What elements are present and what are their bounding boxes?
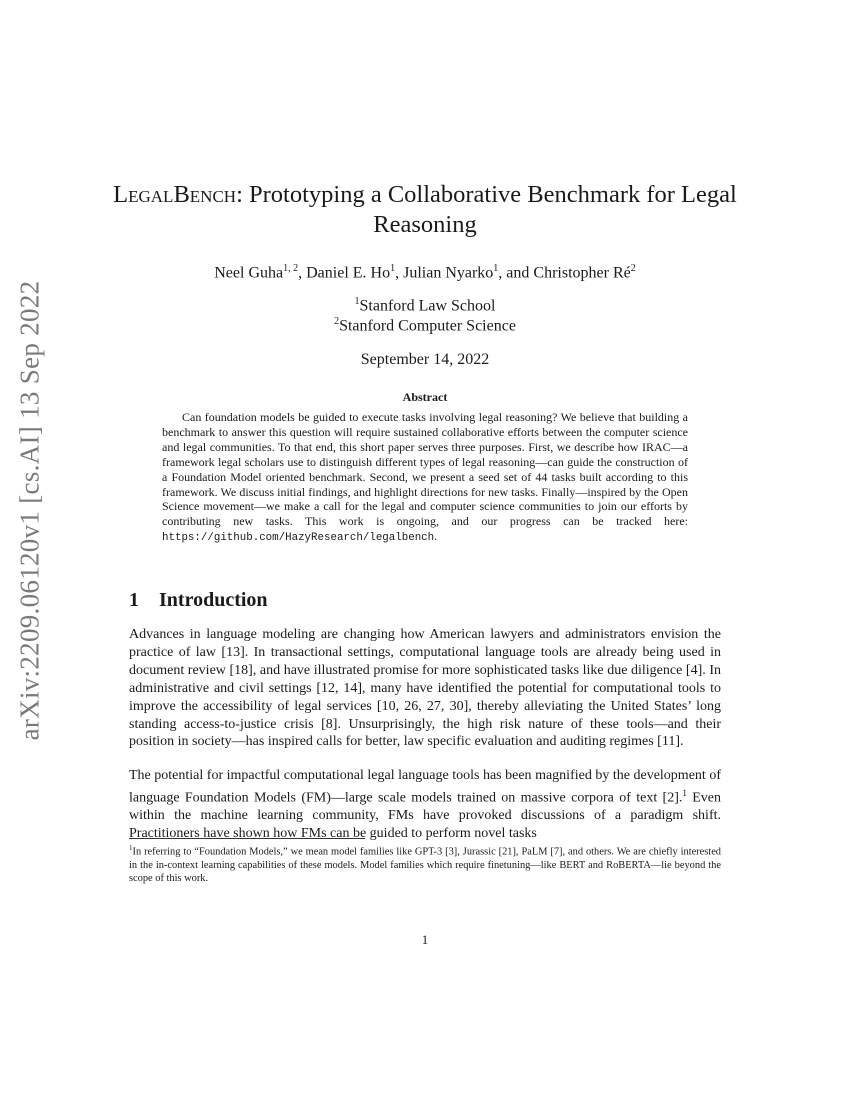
intro-paragraph-2: [129, 767, 721, 843]
page-number: 1: [421, 932, 429, 947]
affiliation-name: Stanford Computer Science: [339, 317, 516, 335]
abstract-text: Can foundation models be guided to execute tasks involving legal reasoning? We believe that building a benchmark to answer this question will require sustained collaborative efforts between the computer science and legal communities. To that end, this short paper serves three purposes. First, we describe how IRAC—a framework legal scholars use to distinguish different types of legal reasoning—can guide the construction of a Foundation Model oriented benchmark. Second, we present a seed set of 44 tasks built according to this framework. We discuss initial findings, and highlight directions for new tasks. Finally—inspired by the Open Science movement—we make a call for the legal and computer science communities to join our efforts by contributing new tasks. This work is ongoing, and our progress can be tracked here:: [162, 410, 688, 529]
paper-title: [100, 180, 750, 240]
author-affiliation-mark: 1: [493, 263, 499, 274]
repository-link[interactable]: https://github.com/HazyResearch/legalbench: [162, 532, 435, 545]
footnote-marker[interactable]: 1: [682, 787, 687, 798]
author-list: [100, 258, 750, 284]
paragraph-text: The potential for impactful computational legal language tools has been magnified by the development of language Foundation Models (FM)—large scale models trained on massive corpora of text [2].: [129, 768, 721, 806]
footnote-number: 1: [129, 844, 133, 852]
author-affiliation-mark: 2: [630, 263, 636, 274]
abstract-heading: Abstract: [402, 390, 448, 404]
intro-paragraph-1: Advances in language modeling are changing how American lawyers and administrators envision the practice of law [13]. In transactional settings, computational language tools are already being used in document review [18], and have illustrated promise for more sophisticated tasks like due diligence [4]. In administrative and civil settings [12, 14], many have identified the potential for computational tools to improve the accessibility of legal services [10, 26, 27, 30], thereby alleviating the United States’ long standing access-to-justice crisis [8]. Unsurprisingly, the high risk nature of these tools—and their position in society—has inspired calls for better, law specific evaluation and auditing regimes [11].: [129, 627, 721, 750]
author-name: Christopher Ré: [533, 264, 631, 282]
section-number: 1: [129, 589, 139, 611]
affiliation-mark: 1: [354, 296, 360, 307]
affiliation-mark: 2: [334, 316, 340, 327]
author-separator: ,: [298, 264, 307, 282]
arxiv-identifier-text: arXiv:2209.06120v1 [cs.AI] 13 Sep 2022: [14, 280, 45, 740]
arxiv-identifier-stamp: [8, 270, 52, 750]
section-title: Introduction: [159, 589, 268, 611]
footnote-text: In referring to “Foundation Models,” we mean model families like GPT-3 [3], Jurassic [21], PaLM [7], and others. We are chiefly interested in the in-context learning capabilities of these models. Model families which require finetuning—like BERT and RoBERTA—lie beyond the scope of this work.: [129, 846, 721, 884]
author-affiliation-mark: 1, 2: [283, 263, 299, 274]
author-separator: , and: [498, 264, 534, 282]
author-name: Neel Guha: [214, 264, 284, 282]
footnote: [129, 842, 721, 885]
abstract-body: [162, 410, 688, 546]
author-separator: ,: [395, 264, 404, 282]
author-name: Julian Nyarko: [403, 264, 494, 282]
abstract-end: .: [434, 529, 438, 544]
title-subtitle: : Prototyping a Collaborative Benchmark for Legal Reasoning: [236, 181, 737, 238]
affiliation-name: Stanford Law School: [359, 297, 496, 315]
section-heading: [129, 589, 268, 612]
author-affiliation-mark: 1: [390, 263, 396, 274]
paragraph-text-continued: Even within the machine learning community, FMs have provoked discussions of a paradigm shift. Practitioners have shown how FMs can be guided to perform novel tasks: [129, 790, 721, 842]
publication-date: September 14, 2022: [360, 351, 490, 368]
affiliation-2: [100, 312, 750, 336]
footnote-divider: [129, 838, 365, 839]
title-benchmark-name: LegalBench: [113, 181, 237, 208]
author-name: Daniel E. Ho: [306, 264, 391, 282]
